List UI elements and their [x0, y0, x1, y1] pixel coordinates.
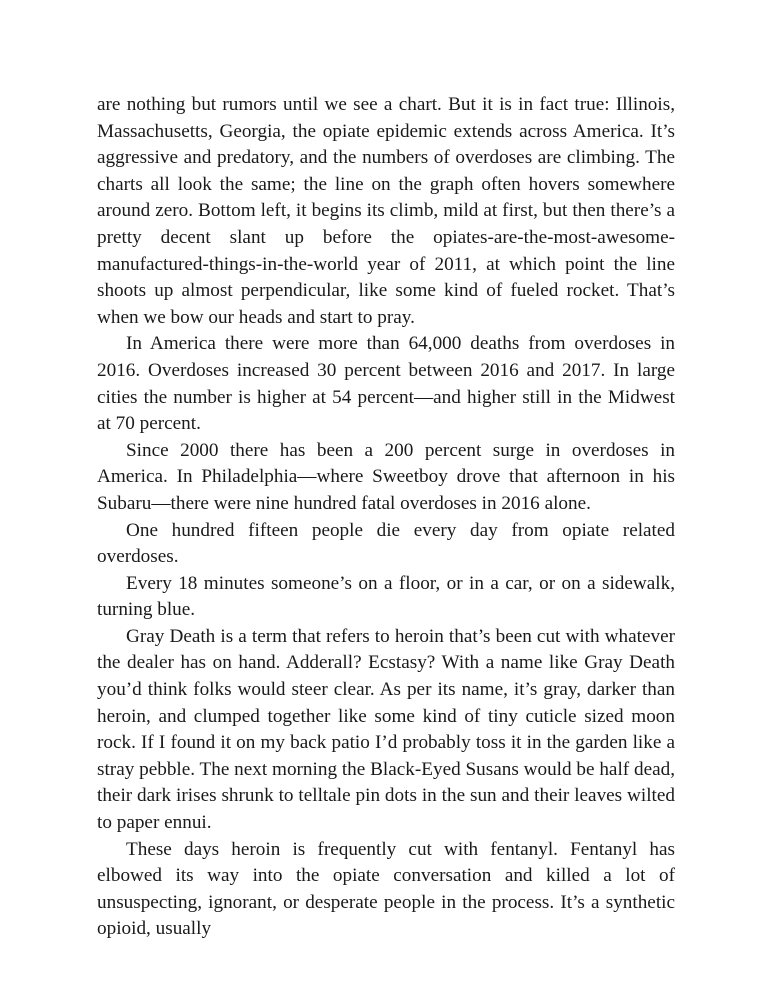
- paragraph-every-18-minutes: Every 18 minutes someone’s on a floor, or in a car, or on a sidewalk, turning blue.: [97, 572, 675, 621]
- paragraph-overdose-statistics: In America there were more than 64,000 deaths from overdoses in 2016. Overdoses increased 30 percent between 2016 and 2017. In large cities the number is higher at 54 percent—and higher still in the Midwest at 70 percent.: [97, 333, 675, 435]
- page-body: [97, 92, 675, 943]
- paragraph-continuation: are nothing but rumors until we see a chart. But it is in fact true: Illinois, Massachusetts, Georgia, the opiate epidemic extends across America. It’s aggressive and predatory, and the numbers of overdoses are climbing. The charts all look the same; the line on the graph often hovers somewhere around zero. Bottom left, it begins its climb, mild at first, but then there’s a pretty decent slant up before the opiates-are-the-most-awesome-manufactured-things-in-the-world year of 2011, at which point the line shoots up almost perpendicular, like some kind of fueled rocket. That’s when we bow our heads and start to pray.: [97, 94, 675, 328]
- paragraph-daily-deaths: One hundred fifteen people die every day from opiate related overdoses.: [97, 519, 675, 568]
- paragraph-philadelphia: Since 2000 there has been a 200 percent surge in overdoses in America. In Philadelphia—where Sweetboy drove that afternoon in his Subaru—there were nine hundred fatal overdoses in 2016 alone.: [97, 439, 675, 514]
- paragraph-fentanyl: These days heroin is frequently cut with fentanyl. Fentanyl has elbowed its way into the opiate conversation and killed a lot of unsuspecting, ignorant, or desperate people in the process. It’s a synthetic opioid, usually: [97, 838, 675, 940]
- paragraph-gray-death: Gray Death is a term that refers to heroin that’s been cut with whatever the dealer has on hand. Adderall? Ecstasy? With a name like Gray Death you’d think folks would steer clear. As per its name, it’s gray, darker than heroin, and clumped together like some kind of tiny cuticle sized moon rock. If I found it on my back patio I’d probably toss it in the garden like a stray pebble. The next morning the Black-Eyed Susans would be half dead, their dark irises shrunk to telltale pin dots in the sun and their leaves wilted to paper ennui.: [97, 625, 675, 834]
